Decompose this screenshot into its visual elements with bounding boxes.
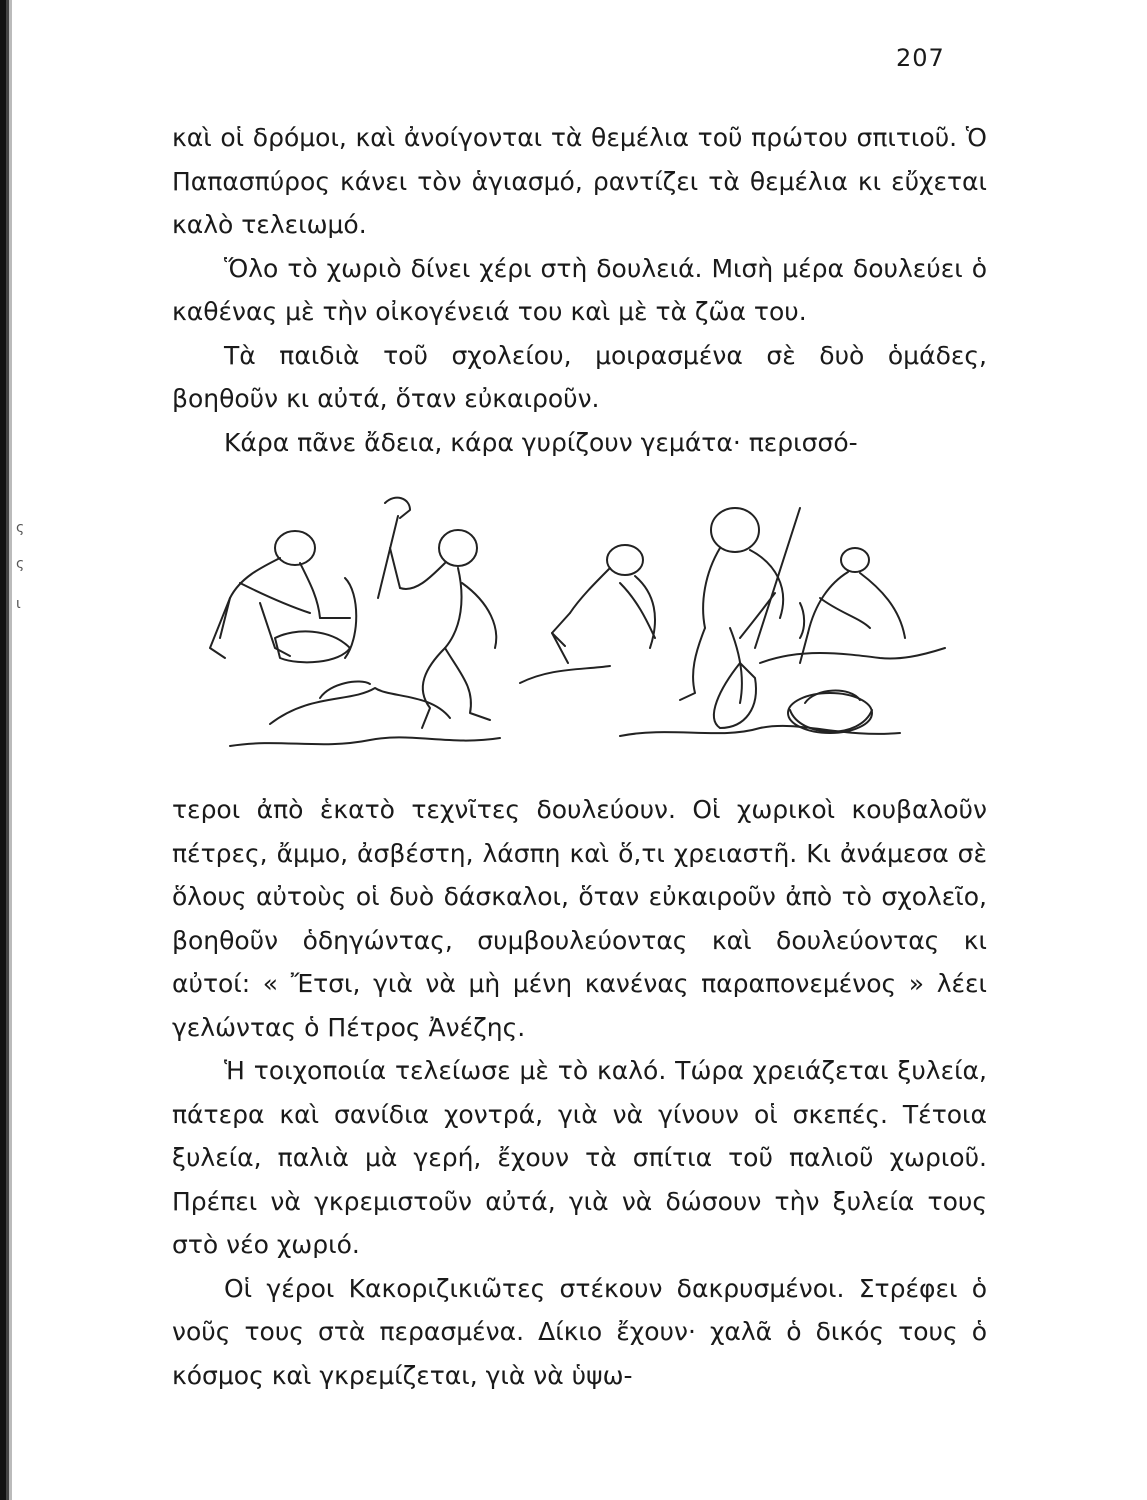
paragraph: καὶ οἱ δρόμοι, καὶ ἀνοίγονται τὰ θεμέλια τοῦ πρώτου σπιτιοῦ. Ὁ Παπασπύρος κάνει τὸν ἁγιασμό, ραντίζει τὰ θεμέλια κι εὔχεται καλὸ τελειωμό. xyxy=(172,123,987,239)
paragraph: Οἱ γέροι Κακοριζικιῶτες στέκουν δακρυσμένοι. Στρέφει ὁ νοῦς τους στὰ περασμένα. Δίκιο ἔχουν· χαλᾶ ὁ δικός τους ὁ κόσμος καὶ γκρεμίζεται, γιὰ νὰ ὑψω- xyxy=(172,1273,987,1390)
text-block-bottom xyxy=(172,788,987,1397)
paragraph: Κάρα πᾶνε ἄδεια, κάρα γυρίζουν γεμάτα· περισσό- xyxy=(224,427,858,457)
paragraph: Ἡ τοιχοποιία τελείωσε μὲ τὸ καλό. Τώρα χρειάζεται ξυλεία, πάτερα καὶ σανίδια χοντρά, γιὰ νὰ γίνουν οἱ σκεπές. Τέτοια ξυλεία, παλιὰ μὰ γερή, ἔχουν τὰ σπίτια τοῦ παλιοῦ χωριοῦ. Πρέπει νὰ γκρεμιστοῦν αὐτά, γιὰ νὰ δώσουν τὴν ξυλεία τους στὸ νέο χωριό. xyxy=(172,1056,987,1259)
book-spine-shadow xyxy=(0,0,14,1500)
paragraph: Ὅλο τὸ χωριὸ δίνει χέρι στὴ δουλειά. Μισὴ μέρα δουλεύει ὁ καθένας μὲ τὴν οἰκογένειά του καὶ μὲ τὰ ζῶα του. xyxy=(172,253,987,326)
workers-digging-illustration xyxy=(200,488,960,758)
text-block-top xyxy=(172,116,987,464)
paragraph: τεροι ἀπὸ ἑκατὸ τεχνῖτες δουλεύουν. Οἱ χωρικοὶ κουβαλοῦν πέτρες, ἄμμο, ἀσβέστη, λάσπη καὶ ὅ,τι χρειαστῆ. Κι ἀνάμεσα σὲ ὅλους αὐτοὺς οἱ δυὸ δάσκαλοι, ὅταν εὐκαιροῦν ἀπὸ τὸ σχολεῖο, βοηθοῦν ὁδηγώντας, συμβουλεύοντας καὶ δουλεύοντας κι αὐτοί: « Ἔτσι, γιὰ νὰ μὴ μένη κανένας παραπονεμένος » λέει γελώντας ὁ Πέτρος Ἀνέζης. xyxy=(172,795,987,1042)
illustration-drawing xyxy=(200,488,960,758)
paragraph: Τὰ παιδιὰ τοῦ σχολείου, μοιρασμένα σὲ δυὸ ὁμάδες, βοηθοῦν κι αὐτά, ὅταν εὐκαιροῦν. xyxy=(172,340,987,413)
page-number: 207 xyxy=(896,44,945,72)
gutter-marks: ς ς ι xyxy=(16,520,25,612)
